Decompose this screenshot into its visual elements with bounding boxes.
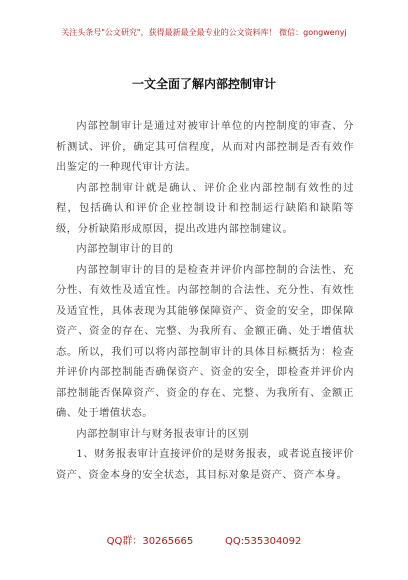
paragraph-process: 内部控制审计就是确认、评价企业内部控制有效性的过程，包括确认和评价企业控制设计和控制运行缺陷和缺陷等级，分析缺陷形成原因，提出改进内部控制建议。 bbox=[56, 182, 354, 235]
document-body bbox=[56, 117, 354, 486]
section-heading-purpose: 内部控制审计的目的 bbox=[76, 244, 174, 255]
paragraph-definition: 内部控制审计是通过对被审计单位的内控制度的审查、分析测试、评价，确定其可信程度，从而对内部控制是否有效作出鉴定的一种现代审计方法。 bbox=[56, 121, 354, 173]
paragraph-purpose: 内部控制审计的目的是检查并评价内部控制的合法性、充分性、有效性及适宜性。内部控制的合法性、充分性、有效性及适宜性，具体表现为其能够保障资产、资金的安全，即保障资产、资金的存在、完整、为我所有、金额正确、处于增值状态。所以，我们可以将内部控制审计的具体目标概括为：检查并评价内部控制能否确保资产、资金的安全，即检查并评价内部控制能否保障资产、资金的存在、完整、为我所有、金额正确、处于增值状态。 bbox=[56, 264, 354, 419]
page-footer: QQ群：30265665 QQ:535304092 bbox=[106, 536, 302, 547]
section-heading-difference: 内部控制审计与财务报表审计的区别 bbox=[76, 428, 249, 440]
paragraph-difference-1: 1、财务报表审计直接评价的是财务报表，或者说直接评价资产、资金本身的安全状态，其目标对象是资产、资产本身。 bbox=[56, 449, 354, 481]
page-header: 关注头条号"公文研究"，获得最新最全最专业的公文资料库！ 微信：gongwenyj bbox=[61, 28, 347, 37]
document-title: 一文全面了解内部控制审计 bbox=[131, 77, 276, 91]
